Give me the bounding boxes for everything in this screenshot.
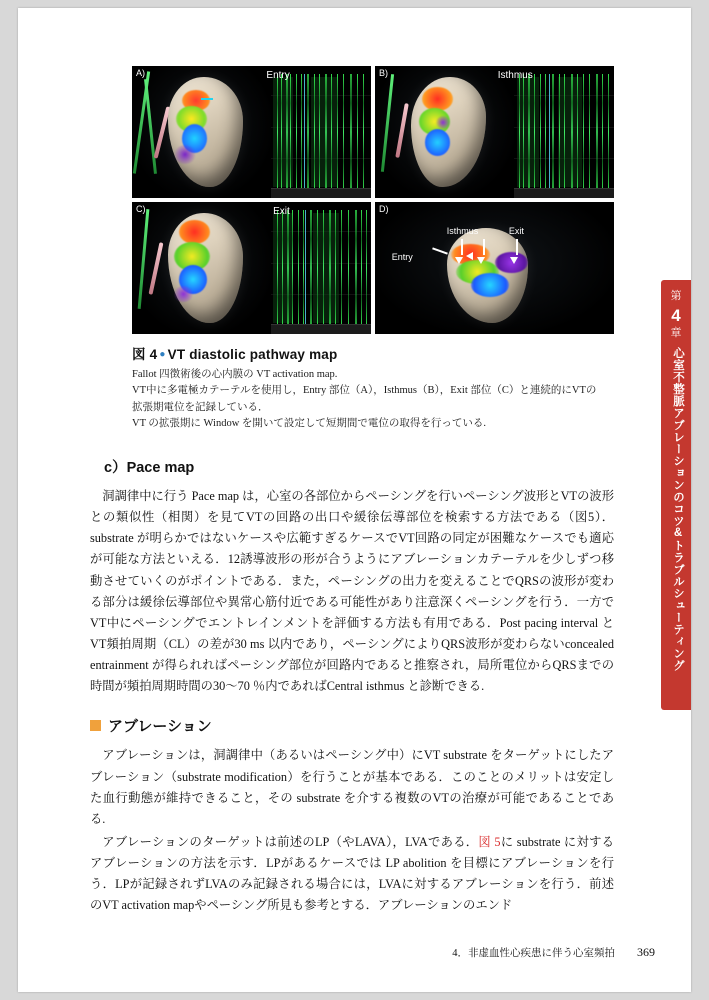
panel-b-activation-map bbox=[375, 66, 514, 198]
bullet-icon: ● bbox=[159, 349, 166, 360]
body-content bbox=[90, 456, 614, 919]
chapter-label bbox=[661, 290, 691, 341]
heading-ablation-label: アブレーション bbox=[108, 718, 212, 736]
figure-panel-grid bbox=[132, 66, 614, 334]
figure-panel-d bbox=[375, 202, 614, 334]
panel-d-label: D) bbox=[379, 204, 389, 214]
square-marker-icon bbox=[90, 720, 101, 731]
panel-c-activation-map bbox=[132, 202, 271, 334]
panel-d-annotation-entry: Entry bbox=[391, 252, 413, 263]
panel-b-caption: Isthmus bbox=[497, 70, 533, 81]
panel-a-caption: Entry bbox=[266, 70, 290, 81]
paragraph-ablation-2-post: に substrate に対するアブレーションの方法を示す．LPがあるケースでは LP abolition を目標にアブレーションを行う．LPが記録されずLVAのみ記録される場合には，LVAに対するアブレーションを行う．前述のVT activation mapやペーシング所見も参考とする．アブレーションのエンド bbox=[90, 834, 614, 913]
chapter-side-tab bbox=[661, 280, 691, 710]
figure-4 bbox=[132, 66, 614, 432]
figure-caption bbox=[132, 343, 614, 432]
paragraph-ablation-2-pre: アブレーションのターゲットは前述のLP（やLAVA），LVAである． bbox=[102, 834, 479, 849]
figure-caption-line-1: Fallot 四徴術後の心内膜の VT activation map. bbox=[132, 369, 338, 380]
panel-c-electrograms bbox=[271, 202, 371, 334]
panel-a-activation-map bbox=[132, 66, 271, 198]
figure-panel-c bbox=[132, 202, 371, 334]
chapter-vertical-title: 心室不整脈アブレーションのコツ&トラブルシューティング bbox=[672, 346, 684, 672]
paragraph-ablation-1: アブレーションは，洞調律中（あるいはペーシング中）にVT substrate をターゲットにしたアブレーション（substrate modification）を行うことが基本である．このことのメリットは安定した血行動態が維持できること，その substrate を介する複数のVTの治療が可能であることである. bbox=[90, 748, 614, 826]
panel-a-label: A) bbox=[136, 68, 145, 78]
footer-page-number: 369 bbox=[637, 945, 655, 959]
chapter-number: 4 bbox=[671, 305, 681, 325]
page bbox=[18, 8, 691, 992]
panel-d-annotation-isthmus: Isthmus bbox=[446, 225, 479, 236]
panel-b-electrograms bbox=[514, 66, 614, 198]
chapter-word: 第 bbox=[670, 290, 682, 302]
paragraph-ablation-2 bbox=[90, 832, 614, 917]
figure-number: 図 4 bbox=[132, 347, 158, 362]
figure-caption-body bbox=[132, 367, 614, 432]
figure-panel-b bbox=[375, 66, 614, 198]
panel-c-caption: Exit bbox=[273, 206, 290, 217]
chapter-suffix: 章 bbox=[670, 327, 682, 339]
page-footer bbox=[90, 945, 655, 960]
figure-title-text: VT diastolic pathway map bbox=[167, 347, 338, 362]
figure-reference-5: 図 5 bbox=[478, 834, 501, 849]
figure-caption-line-3: 拡張期電位を記録している． bbox=[132, 401, 269, 413]
panel-b-label: B) bbox=[379, 68, 388, 78]
footer-running-title: 4．非虚血性心疾患に伴う心室頻拍 bbox=[452, 948, 615, 959]
figure-panel-a bbox=[132, 66, 371, 198]
panel-c-label: C) bbox=[136, 204, 146, 214]
figure-caption-title bbox=[132, 343, 614, 363]
figure-caption-line-4: VT の拡張期に Window を開いて設定して短期間で電位の取得を行っている. bbox=[132, 417, 487, 429]
figure-caption-line-2: VT中に多電極カテーテルを使用し，Entry 部位（A），Isthmus（B），Exit 部位（C）と連続的にVTの bbox=[132, 385, 597, 397]
heading-ablation bbox=[90, 715, 614, 736]
paragraph-pace-map: 洞調律中に行う Pace map は，心室の各部位からペーシングを行いペーシング波形とVTの波形との類似性（相関）を見てVTの回路の出口や緩徐伝導部位を検索する方法である（図5）．substrate が明らかではないケースや広範すぎるケースでVT回路の同定が困難なケースでも適応が可能な方法といえる．12誘導波形の形が合うようにアブレーションカテーテルを少しずつ移動させていくのがポイントである．また，ペーシングの出力を変えることでQRSの波形が変わる部分は緩徐伝導部位や異常心筋付近である可能性があり注意深くペーシングを行う．一方でVT中にペーシングでエントレインメントを評価する方法も有用である．Post pacing interval とVT頻拍周期（CL）の差が30 ms 以内であり，ペーシングによりQRS波形が変わらないconcealed entrainment が得られればペーシング部位が回路内であると推察され，局所電位からQRSまでの時間が頻拍周期時間の30〜70 ％内であればCentral isthmus と診断できる. bbox=[90, 489, 614, 694]
panel-d-activation-map bbox=[375, 202, 614, 334]
heading-pace-map: c）Pace map bbox=[104, 460, 195, 476]
panel-a-electrograms bbox=[271, 66, 371, 198]
panel-d-annotation-exit: Exit bbox=[508, 225, 524, 236]
